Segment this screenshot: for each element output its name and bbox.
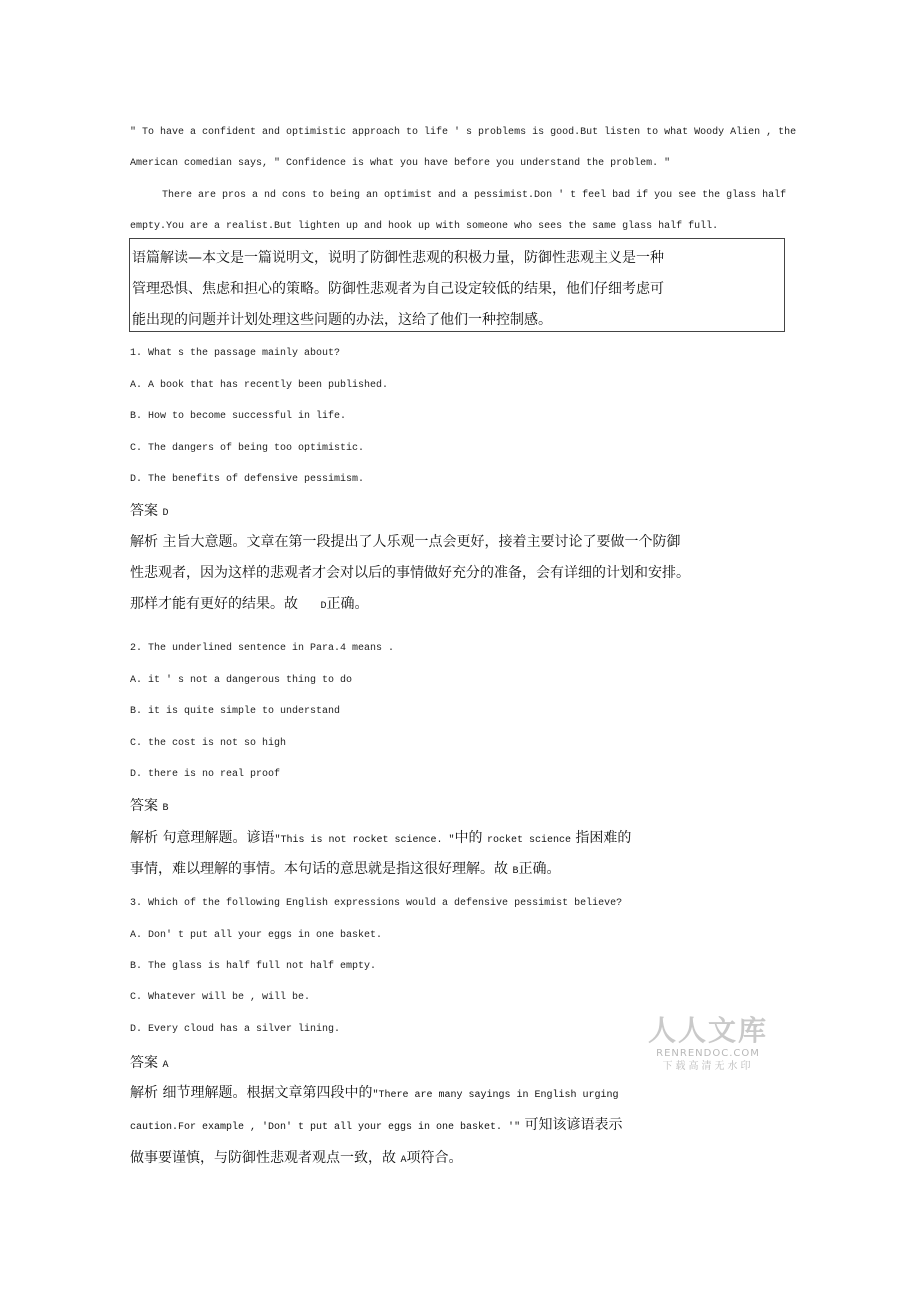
q2-analysis-answer: B — [512, 866, 519, 877]
q2-answer-value: B — [162, 803, 169, 814]
q2-analysis-text: 解析 句意理解题。谚语 — [130, 830, 275, 846]
q2-analysis-text-2: 事情，难以理解的事情。本句话的意思就是指这很好理解。故 — [130, 861, 508, 877]
passage-line-3: There are pros a nd cons to being an optimist and a pessimist.Don ' t feel bad if you see the glass half — [162, 190, 787, 201]
q1-analysis-answer: D — [320, 601, 327, 612]
q2-analysis-quote: "This is not rocket science. " — [274, 835, 455, 846]
q3-analysis-line-3 — [130, 1148, 780, 1171]
q3-analysis-quote-2: caution.For example , 'Don' t put all your eggs in one basket. '" — [130, 1122, 521, 1133]
q3-answer-value: A — [162, 1060, 169, 1071]
q3-option-b: B. The glass is half full not half empty. — [130, 961, 377, 972]
q2-answer — [130, 796, 780, 819]
q2-option-b: B. it is quite simple to understand — [130, 706, 341, 717]
passage-line-2: American comedian says, " Confidence is what you have before you understand the problem. " — [130, 158, 671, 169]
watermark-title: 人人文库 — [647, 1014, 768, 1047]
q3-analysis-line-1 — [130, 1083, 780, 1106]
q1-analysis-text: 那样才能有更好的结果。故 — [130, 596, 298, 612]
q2-answer-label: 答案 — [130, 798, 158, 814]
q2-option-d: D. there is no real proof — [130, 769, 281, 780]
question-1: 1. What s the passage mainly about? — [130, 348, 341, 359]
q1-analysis-line-3 — [130, 594, 780, 617]
q3-analysis-quote: "There are many sayings in English urging — [372, 1090, 619, 1101]
q1-option-c: C. The dangers of being too optimistic. — [130, 443, 365, 454]
watermark-logo — [643, 1015, 773, 1081]
q1-answer-value: D — [162, 508, 169, 519]
q2-analysis-line-1 — [130, 828, 780, 851]
q1-option-b: B. How to become successful in life. — [130, 411, 347, 422]
q2-option-a: A. it ' s not a dangerous thing to do — [130, 675, 353, 686]
question-2: 2. The underlined sentence in Para.4 means . — [130, 643, 395, 654]
q3-analysis-conclusion: 可知该谚语表示 — [524, 1117, 623, 1133]
q3-analysis-line-2 — [130, 1115, 780, 1138]
q2-option-c: C. the cost is not so high — [130, 738, 287, 749]
q2-analysis-zhong: 中的 — [454, 830, 483, 846]
watermark-site: RENRENDOC.COM — [656, 1048, 760, 1059]
summary-line-2: 管理恐惧、焦虑和担心的策略。防御性悲观者为自己设定较低的结果，他们仔细考虑可 — [132, 281, 664, 297]
q3-analysis-answer: A — [400, 1155, 407, 1166]
q2-analysis-term: rocket science — [486, 835, 571, 846]
q3-option-c: C. Whatever will be , will be. — [130, 992, 311, 1003]
q3-analysis-text: 解析 细节理解题。根据文章第四段中的 — [130, 1085, 373, 1101]
summary-line-3: 能出现的问题并计划处理这些问题的办法，这给了他们一种控制感。 — [132, 312, 552, 328]
q1-analysis-end: 正确。 — [326, 596, 369, 612]
summary-box — [129, 238, 785, 332]
q1-option-d: D. The benefits of defensive pessimism. — [130, 474, 365, 485]
q3-analysis-end: 项符合。 — [406, 1150, 463, 1166]
question-3: 3. Which of the following English expressions would a defensive pessimist believe? — [130, 898, 623, 909]
passage-line-1: " To have a confident and optimistic approach to life ' s problems is good.But listen to what Woody Alien , the — [130, 127, 797, 138]
q2-analysis-meaning: 指困难的 — [575, 830, 632, 846]
q2-analysis-end: 正确。 — [518, 861, 561, 877]
q2-analysis-line-2 — [130, 859, 780, 882]
q1-answer — [130, 501, 780, 524]
q1-option-a: A. A book that has recently been published. — [130, 380, 389, 391]
passage-line-4: empty.You are a realist.But lighten up and hook up with someone who sees the same glass half full. — [130, 221, 719, 232]
q1-answer-label: 答案 — [130, 503, 158, 519]
q1-analysis-line-2: 性悲观者，因为这样的悲观者才会对以后的事情做好充分的准备，会有详细的计划和安排。 — [130, 565, 690, 581]
summary-line-1: 语篇解读—本文是一篇说明文，说明了防御性悲观的积极力量，防御性悲观主义是一种 — [132, 250, 664, 266]
q1-analysis-line-1: 解析 主旨大意题。文章在第一段提出了人乐观一点会更好，接着主要讨论了要做一个防御 — [130, 534, 681, 550]
q3-analysis-text-3: 做事要谨慎，与防御性悲观者观点一致，故 — [130, 1150, 396, 1166]
q3-option-d: D. Every cloud has a silver lining. — [130, 1024, 341, 1035]
watermark-tagline: 下载高清无水印 — [662, 1061, 754, 1072]
q3-option-a: A. Don' t put all your eggs in one basket. — [130, 930, 383, 941]
q3-answer-label: 答案 — [130, 1055, 158, 1071]
